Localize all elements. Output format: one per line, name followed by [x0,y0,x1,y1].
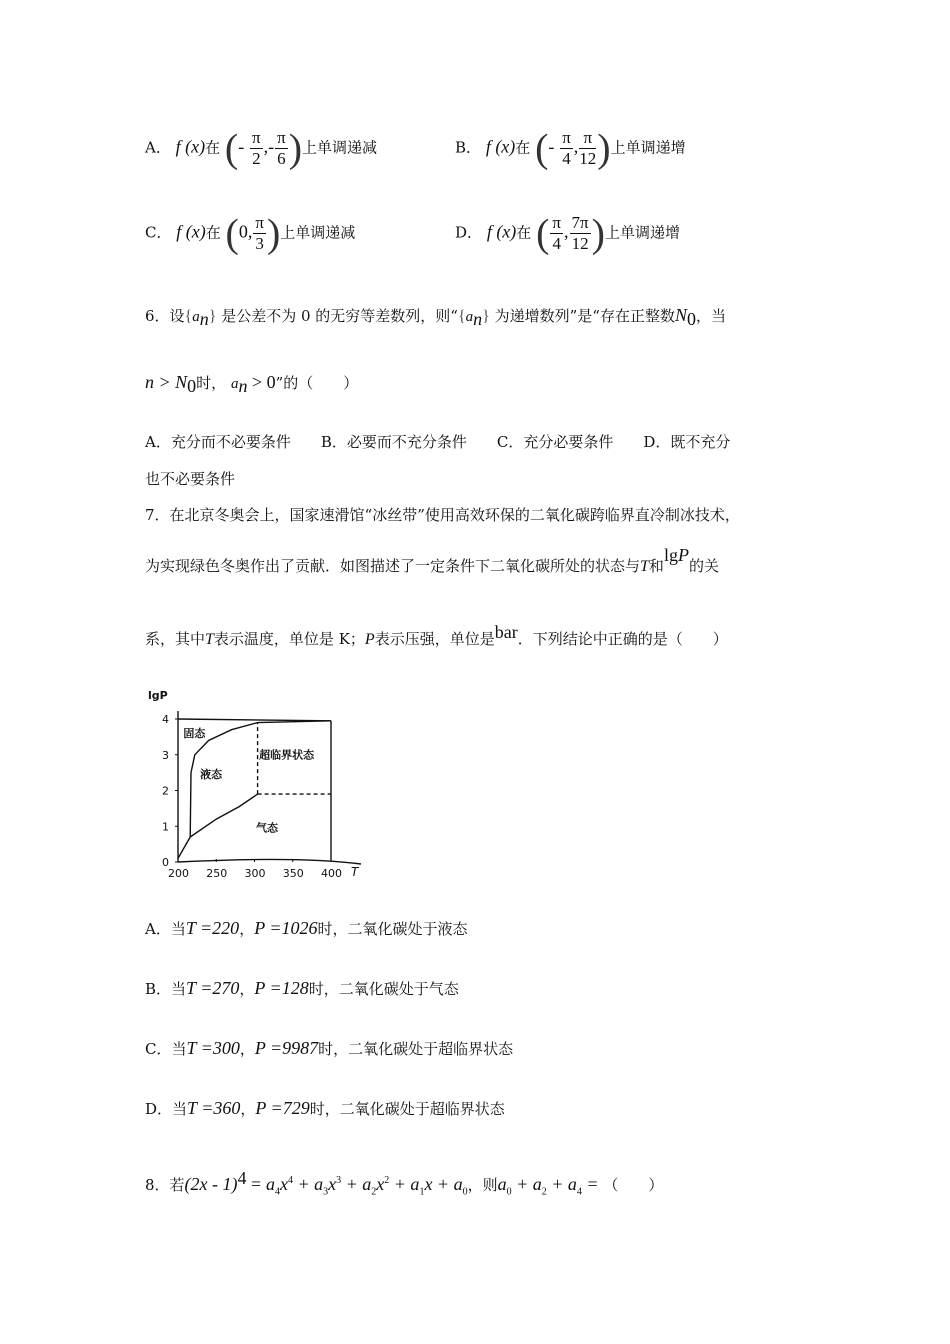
brace-close: } [208,308,217,325]
numerator: π [562,128,571,147]
q5-option-c [145,210,356,256]
option-label: B． [455,138,482,157]
word-zai: 在 [515,138,531,157]
math-subscript: 0 [187,376,197,396]
option-label: A．当 [145,920,186,938]
question-text: 为实现绿色冬奥作出了贡献．如图描述了一定条件下二氧化碳所处的状态与 [145,557,641,575]
fraction [253,213,266,254]
numerator: π [579,128,596,149]
math-a: a [230,376,239,392]
x-tick-label: 350 [282,867,304,880]
math-subscript: 0 [686,309,696,329]
denominator: 4 [552,234,561,253]
math-inequality: > 0 [247,372,276,392]
math-p-value: P =729 [255,1098,310,1118]
question-text: 8．若 [145,1176,185,1194]
q7-option-b [145,978,459,999]
comma: ， [239,920,255,938]
math-a: a [192,309,200,325]
denominator: 12 [579,149,597,168]
math-p-value: P =128 [254,978,309,998]
option-label: C．当 [145,1040,187,1058]
y-tick-label: 2 [162,784,169,798]
q5-option-a [145,125,378,171]
option-label: C． [145,223,172,242]
numerator: π [552,213,562,232]
question-text: 6．设 [145,307,185,325]
q7-option-c [145,1038,513,1059]
math-subscript: n [199,309,209,329]
math-equals: = [246,1174,262,1194]
fraction [275,128,288,169]
fraction [250,128,263,169]
q5-option-d [455,210,680,256]
math-inequality: n > N [145,372,188,392]
question-text: 为递增数列”是“存在正整数 [494,307,675,325]
numerator: π [252,128,261,147]
separator: ,- [263,136,275,157]
separator: , [564,221,569,242]
math-t-value: T =300 [186,1038,240,1058]
q8-line [145,1168,663,1198]
comma: ， [239,1040,255,1058]
separator: , [573,136,579,157]
word-zai: 在 [205,223,221,242]
question-text: 系，其中 [145,630,206,648]
region-liquid-label: 液态 [200,767,223,781]
open-paren: ( [536,210,550,256]
math-lhs: (2x - 1) [184,1174,238,1194]
q6-line-1 [145,305,726,330]
q7-line-1: 7．在北京冬奥会上，国家速滑馆“冰丝带”使用高效环保的二氧化碳跨临界直冷制冰技术， [145,506,740,524]
phase-diagram [140,685,380,890]
question-text: 的关 [688,557,719,575]
close-paren: ) [591,210,605,256]
y-tick-label: 0 [162,856,169,869]
question-text: ，则 [467,1176,498,1194]
q6-line-2 [145,372,358,397]
region-solid-label: 固态 [183,726,206,740]
math-T: T [640,558,649,575]
question-text: 是公差不为 0 的无穷等差数列，则“ [221,307,458,325]
denominator: 4 [562,149,571,168]
top-boundary-line [178,719,331,721]
math-exponent: 4 [237,1168,247,1188]
math-fx: f (x) [485,136,516,157]
question-text: 时， [196,374,227,392]
region-gas-label: 气态 [256,821,279,835]
minus-sign: - [238,136,245,157]
denominator: 3 [255,234,264,253]
brace-open: { [184,308,193,325]
question-text: ．下列结论中正确的是（ ） [517,630,728,648]
math-p-value: P =9987 [254,1038,319,1058]
math-fx: f (x) [176,221,206,242]
y-axis-label: lgP [148,689,168,702]
math-P: P [364,631,375,648]
option-label: D．当 [145,1100,188,1118]
math-t-value: T =220 [185,918,240,938]
liquid-gas-line [190,794,257,837]
fraction [560,128,573,169]
q5-option-b [455,125,686,171]
q7-option-d [145,1098,505,1119]
unit-bar: bar [494,622,518,642]
option-label: B．当 [145,980,187,998]
open-paren: ( [224,125,239,171]
denominator: 6 [277,149,286,168]
comma: ， [239,980,255,998]
brace-close: } [482,308,490,325]
word-zai: 在 [516,223,532,242]
q7-option-a [145,918,468,939]
math-a: a [465,309,474,325]
math-lg: lg [663,545,678,565]
math-P: P [677,545,689,565]
option-text: 时，二氧化碳处于气态 [308,980,459,998]
math-fx: f (x) [486,221,517,242]
math-fx: f (x) [175,136,206,157]
close-paren: ) [266,210,281,256]
question-text: 和 [648,557,664,575]
option-text: 时，二氧化碳处于超临界状态 [309,1100,505,1118]
answer-paren: （ ） [603,1176,664,1194]
q6-options: A．充分而不必要条件 B．必要而不充分条件 C．充分必要条件 D．既不充分 [145,433,731,451]
option-text: 时，二氧化碳处于超临界状态 [318,1040,514,1058]
option-text: 上单调递减 [302,138,378,157]
q6-options-cont: 也不必要条件 [145,470,236,488]
numerator: π [255,213,264,232]
close-paren: ) [288,125,303,171]
numerator: 7π [571,213,589,232]
brace-open: { [457,308,466,325]
minus-sign: - [548,136,555,157]
question-text: ，当 [695,307,726,325]
question-text: ”的（ ） [275,374,359,392]
numerator: π [277,128,286,147]
option-text: 上单调递增 [610,138,686,157]
region-supercritical-label: 超临界状态 [259,748,315,762]
math-sum: $a_0 + a_2 + a_4$ = [497,1174,599,1198]
math-T: T [205,631,214,648]
question-text: 表示温度，单位是 K； [213,630,365,648]
x-tick-label: 300 [244,867,266,880]
close-paren: ) [597,125,611,171]
math-subscript: n [473,309,483,329]
denominator: 12 [571,234,589,253]
fraction [570,213,591,254]
question-text: 表示压强，单位是 [374,630,495,648]
word-zai: 在 [205,138,221,157]
fraction [579,128,596,169]
y-tick-label: 1 [162,820,169,834]
math-t-value: T =360 [187,1098,241,1118]
option-text: 上单调递增 [604,223,680,242]
math-subscript: n [238,376,248,396]
q7-line-3 [145,622,728,649]
option-label: D． [455,223,483,242]
solid-gas-line [178,837,190,858]
math-N: N [674,305,687,325]
math-rhs: $a_4x^4 + a_3x^3 + a_2x^2 + a_1x + a_0$ [265,1174,468,1198]
math-t-value: T =270 [186,978,240,998]
fraction [550,213,563,254]
comma: ， [240,1100,256,1118]
x-axis-label: T [351,865,359,879]
x-tick-label: 400 [321,867,342,880]
denominator: 2 [252,149,261,168]
math-p-value: P =1026 [254,918,318,938]
option-label: A． [145,138,171,157]
open-paren: ( [535,125,549,171]
y-tick-label: 4 [162,713,169,726]
q7-line-2 [145,545,719,576]
x-tick-label: 250 [206,867,228,880]
y-tick-label: 3 [162,748,169,762]
x-axis [178,859,361,864]
interval-start: 0, [238,221,253,242]
option-text: 上单调递减 [280,223,356,242]
x-tick-label: 200 [168,867,189,880]
option-text: 时，二氧化碳处于液态 [317,920,468,938]
open-paren: ( [225,210,239,256]
